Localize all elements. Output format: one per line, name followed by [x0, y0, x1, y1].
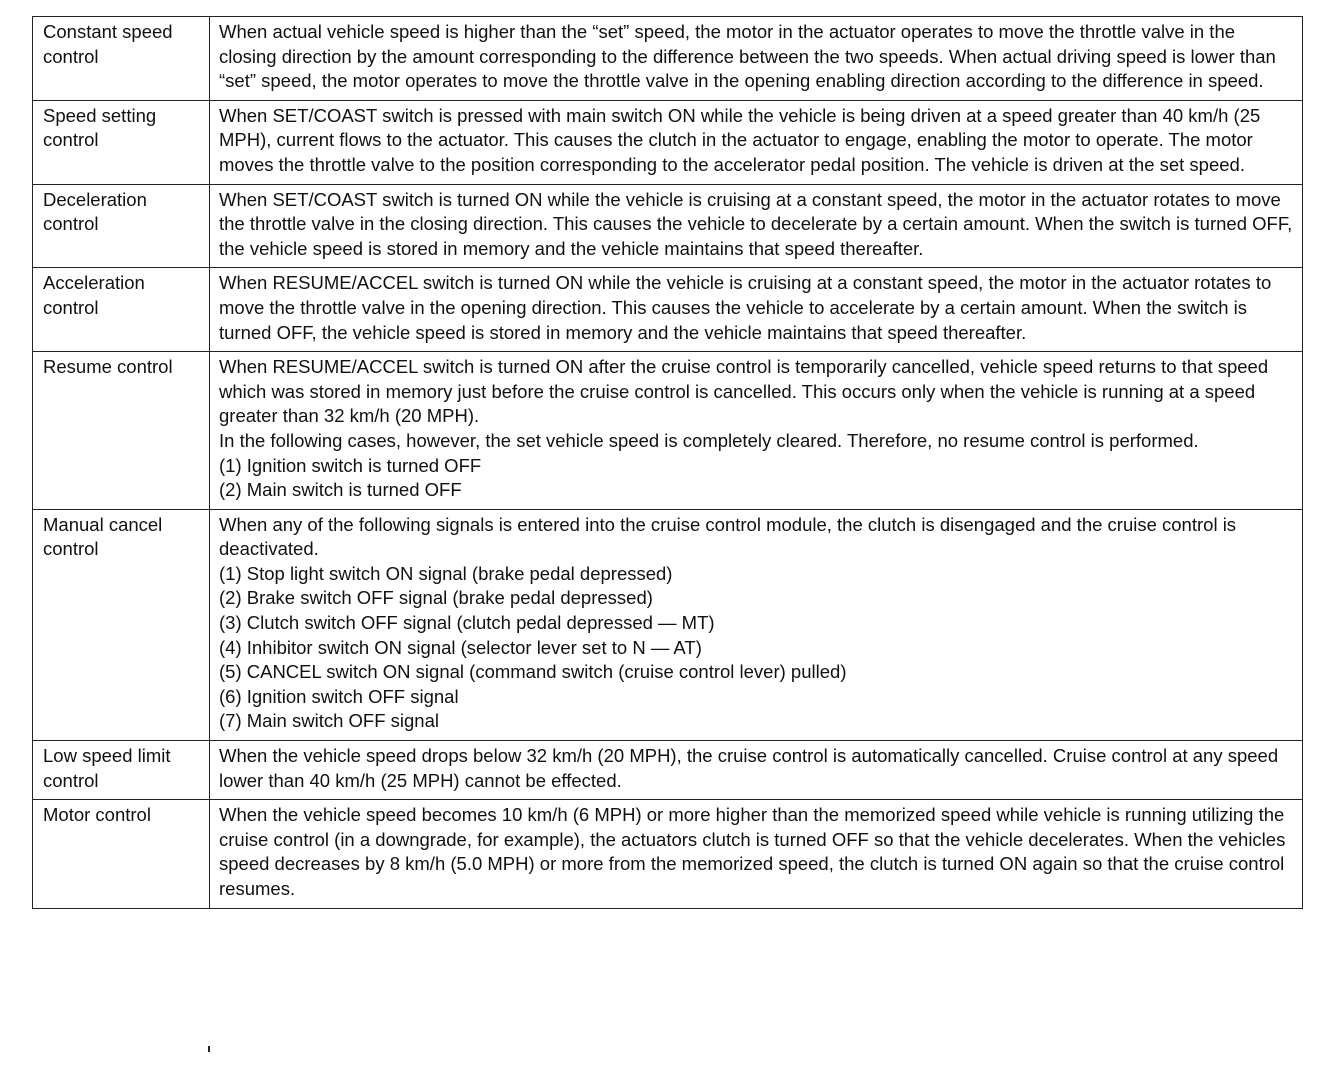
list-item: (6) Ignition switch OFF signal [219, 685, 459, 707]
table-row [33, 268, 1303, 352]
list-item: (1) Ignition switch is turned OFF [219, 454, 482, 476]
description-text: When actual vehicle speed is higher than the “set” speed, the motor in the actuator operates to move the throttle valve in the closing direction by the amount corresponding to the difference between the two speeds. When actual driving speed is lower than “set” speed, the motor operates to move the throttle valve in the opening enabling direction according to the difference in speed. [219, 21, 1276, 92]
list-item: (3) Clutch switch OFF signal (clutch pedal depressed — MT) [219, 612, 715, 634]
list-item: (2) Main switch is turned OFF [219, 479, 462, 501]
row-label: Manual cancel control [33, 509, 210, 740]
list-item: (5) CANCEL switch ON signal (command switch (cruise control lever) pulled) [219, 661, 847, 683]
row-description [210, 741, 1303, 800]
row-label: Motor control [33, 800, 210, 908]
description-text-secondary: In the following cases, however, the set vehicle speed is completely cleared. Therefore, no resume control is performed. [219, 429, 1199, 451]
table-row [33, 100, 1303, 184]
row-label: Low speed limit control [33, 741, 210, 800]
row-description [210, 509, 1303, 740]
column-divider-tail [208, 1046, 210, 1052]
description-text: When SET/COAST switch is turned ON while the vehicle is cruising at a constant speed, the motor in the actuator rotates to move the throttle valve in the closing direction. This causes the vehicle to decelerate by a certain amount. When the switch is turned OFF, the vehicle speed is stored in memory and the vehicle maintains that speed thereafter. [219, 188, 1293, 259]
list-item: (7) Main switch OFF signal [219, 710, 439, 732]
row-label: Acceleration control [33, 268, 210, 352]
table-row [33, 741, 1303, 800]
table-row [33, 352, 1303, 510]
description-text: When the vehicle speed becomes 10 km/h (6 MPH) or more higher than the memorized speed while vehicle is running utilizing the cruise control (in a downgrade, for example), the actuators clutch is turned OFF so that the vehicle decelerates. When the vehicles speed decreases by 8 km/h (5.0 MPH) or more from the memorized speed, the clutch is turned ON again so that the cruise control resumes. [219, 804, 1286, 899]
row-label: Constant speed control [33, 17, 210, 101]
row-description [210, 268, 1303, 352]
list-item: (2) Brake switch OFF signal (brake pedal depressed) [219, 587, 653, 609]
cruise-control-table [32, 16, 1303, 909]
table-row [33, 184, 1303, 268]
row-description [210, 800, 1303, 908]
row-label: Deceleration control [33, 184, 210, 268]
table-row [33, 17, 1303, 101]
description-text: When RESUME/ACCEL switch is turned ON while the vehicle is cruising at a constant speed, the motor in the actuator rotates to move the throttle valve in the opening direction. This causes the vehicle to accelerate by a certain amount. When the switch is turned OFF, the vehicle speed is stored in memory and the vehicle maintains that speed thereafter. [219, 272, 1272, 343]
row-label: Speed setting control [33, 100, 210, 184]
description-text: When the vehicle speed drops below 32 km/h (20 MPH), the cruise control is automatically cancelled. Cruise control at any speed lower than 40 km/h (25 MPH) cannot be effected. [219, 745, 1279, 791]
table-row [33, 800, 1303, 908]
description-text: When RESUME/ACCEL switch is turned ON after the cruise control is temporarily cancelled, vehicle speed returns to that speed which was stored in memory just before the cruise control is cancelled. This occurs only when the vehicle is running at a speed greater than 32 km/h (20 MPH). [219, 356, 1269, 427]
list-item: (1) Stop light switch ON signal (brake pedal depressed) [219, 562, 673, 584]
description-text: When any of the following signals is entered into the cruise control module, the clutch is disengaged and the cruise control is deactivated. [219, 513, 1237, 560]
table-row [33, 509, 1303, 740]
row-description [210, 352, 1303, 510]
row-label: Resume control [33, 352, 210, 510]
row-description [210, 100, 1303, 184]
row-description [210, 184, 1303, 268]
list-item: (4) Inhibitor switch ON signal (selector lever set to N — AT) [219, 636, 702, 658]
row-description [210, 17, 1303, 101]
description-text: When SET/COAST switch is pressed with main switch ON while the vehicle is being driven at a speed greater than 40 km/h (25 MPH), current flows to the actuator. This causes the clutch in the actuator to engage, enabling the motor to operate. The motor moves the throttle valve to the position corresponding to the accelerator pedal position. The vehicle is driven at the set speed. [219, 104, 1261, 175]
